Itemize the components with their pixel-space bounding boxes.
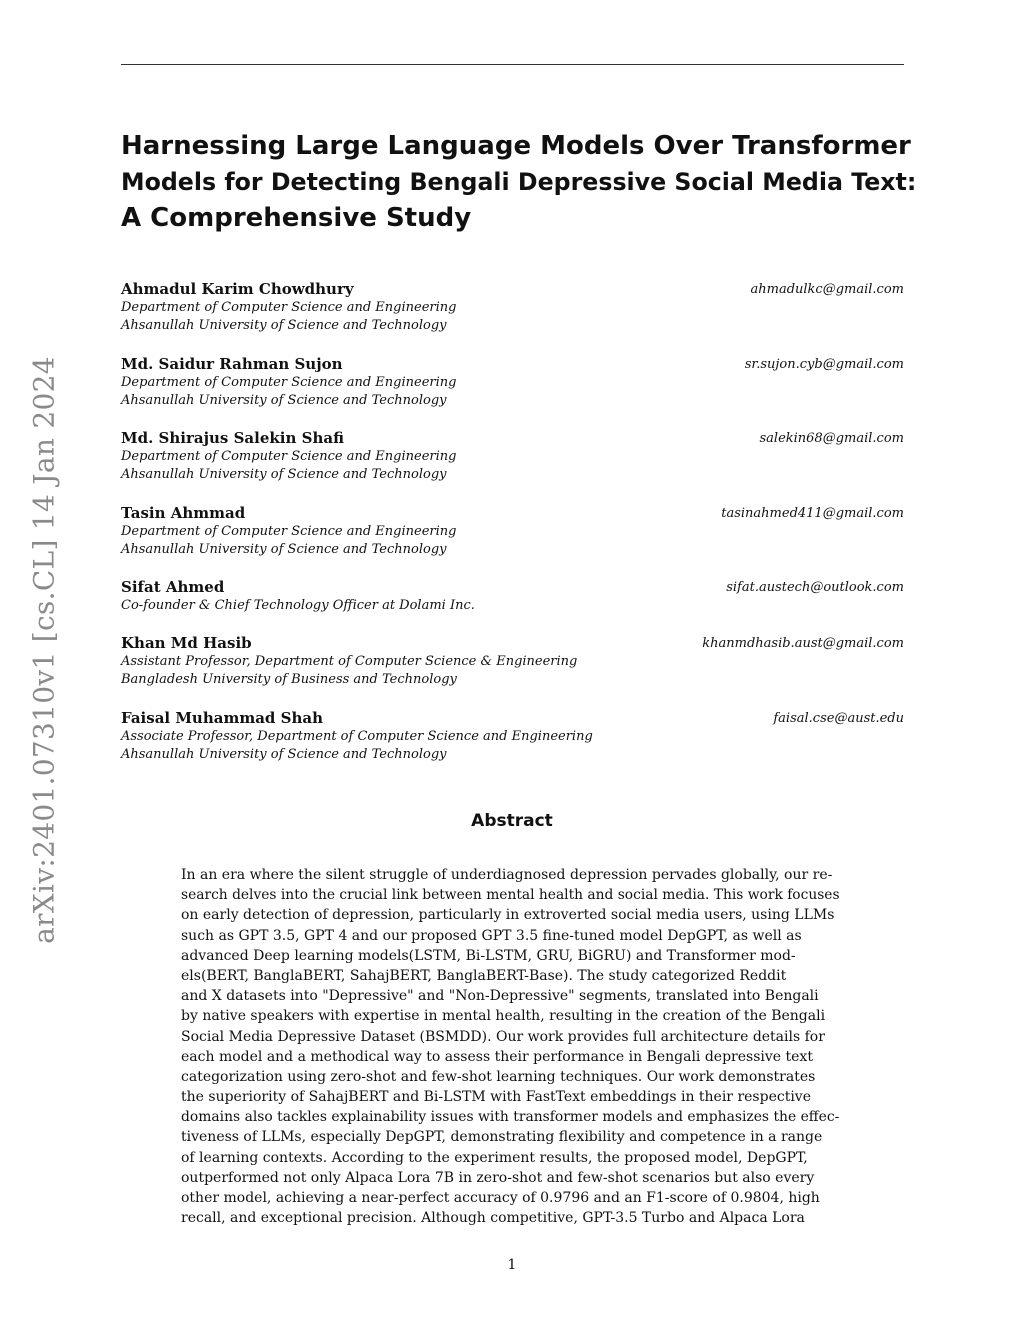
author-name: Md. Saidur Rahman Sujon: [121, 355, 343, 373]
top-rule: [121, 64, 904, 65]
author-affiliation: Co-founder & Chief Technology Officer at Dolami Inc.: [121, 598, 475, 613]
title-line: Models for Detecting Bengali Depressive Social Media Text:: [121, 168, 917, 196]
abstract-line: els(BERT, BanglaBERT, SahajBERT, BanglaBERT-Base). The study categorized Reddit: [181, 967, 787, 984]
author-block: [121, 504, 904, 578]
author-block: [121, 578, 904, 634]
author-affiliation: Ahsanullah University of Science and Technology: [121, 467, 447, 482]
author-affiliation: Ahsanullah University of Science and Technology: [121, 542, 447, 557]
author-affiliation: Ahsanullah University of Science and Technology: [121, 393, 447, 408]
author-affiliation: Department of Computer Science and Engineering: [121, 449, 457, 464]
author-affiliation: Assistant Professor, Department of Computer Science & Engineering: [121, 654, 578, 669]
abstract-line: the superiority of SahajBERT and Bi-LSTM with FastText embeddings in their respective: [181, 1089, 811, 1106]
author-affiliation: Ahsanullah University of Science and Technology: [121, 318, 447, 333]
abstract-line: each model and a methodical way to assess their performance in Bengali depressive text: [181, 1048, 813, 1065]
author-affiliation: Bangladesh University of Business and Technology: [121, 672, 457, 687]
abstract-line: and X datasets into "Depressive" and "Non-Depressive" segments, translated into Bengali: [181, 988, 819, 1005]
abstract-line: outperformed not only Alpaca Lora 7B in zero-shot and few-shot scenarios but also every: [181, 1169, 815, 1186]
author-name: Md. Shirajus Salekin Shafi: [121, 429, 344, 447]
author-block: [121, 709, 904, 765]
abstract-line: such as GPT 3.5, GPT 4 and our proposed GPT 3.5 fine-tuned model DepGPT, as well as: [181, 927, 802, 944]
author-affiliation: Department of Computer Science and Engineering: [121, 375, 457, 390]
author-email[interactable]: ahmadulkc@gmail.com: [750, 282, 904, 297]
author-affiliation: Department of Computer Science and Engineering: [121, 300, 457, 315]
author-block: [121, 280, 904, 355]
abstract-line: tiveness of LLMs, especially DepGPT, demonstrating flexibility and competence in a range: [181, 1129, 823, 1146]
abstract-line: other model, achieving a near-perfect accuracy of 0.9796 and an F1-score of 0.9804, high: [181, 1190, 820, 1206]
page-number: 1: [507, 1257, 517, 1273]
author-affiliation: Ahsanullah University of Science and Technology: [121, 747, 447, 762]
author-list: [121, 280, 904, 765]
author-block: [121, 355, 904, 429]
title-line: A Comprehensive Study: [121, 203, 472, 233]
author-name: Khan Md Hasib: [121, 634, 252, 652]
abstract-body: [181, 865, 843, 1228]
title-line: Harnessing Large Language Models Over Transformer: [121, 131, 911, 161]
author-block: [121, 429, 904, 504]
abstract-line: of learning contexts. According to the experiment results, the proposed model, DepGPT,: [181, 1149, 808, 1166]
abstract-line: by native speakers with expertise in mental health, resulting in the creation of the Bengali: [181, 1008, 826, 1025]
author-email[interactable]: salekin68@gmail.com: [759, 431, 904, 446]
abstract-line: recall, and exceptional precision. Although competitive, GPT-3.5 Turbo and Alpaca Lora: [181, 1210, 805, 1227]
abstract-line: categorization using zero-shot and few-shot learning techniques. Our work demonstrates: [181, 1068, 816, 1085]
author-affiliation: Associate Professor, Department of Computer Science and Engineering: [121, 729, 593, 744]
author-name: Faisal Muhammad Shah: [121, 709, 324, 727]
author-name: Ahmadul Karim Chowdhury: [121, 280, 354, 298]
author-name: Sifat Ahmed: [121, 578, 225, 596]
abstract-line: advanced Deep learning models(LSTM, Bi-LSTM, GRU, BiGRU) and Transformer mod-: [181, 947, 796, 964]
author-affiliation: Department of Computer Science and Engineering: [121, 524, 457, 539]
arxiv-id: arXiv:2401.07310v1 [cs.CL] 14 Jan 2024: [27, 356, 61, 944]
abstract-line: In an era where the silent struggle of underdiagnosed depression pervades globally, our re-: [181, 867, 833, 883]
author-email[interactable]: khanmdhasib.aust@gmail.com: [702, 636, 904, 651]
abstract-line: domains also tackles explainability issues with transformer models and emphasizes the effec-: [181, 1109, 840, 1126]
abstract-line: Social Media Depressive Dataset (BSMDD). Our work provides full architecture details for: [181, 1028, 825, 1045]
author-email[interactable]: tasinahmed411@gmail.com: [721, 506, 904, 521]
abstract-heading: Abstract: [471, 811, 553, 831]
author-block: [121, 634, 904, 709]
author-name: Tasin Ahmmad: [121, 504, 246, 522]
author-email[interactable]: faisal.cse@aust.edu: [773, 711, 904, 726]
author-email[interactable]: sifat.austech@outlook.com: [726, 580, 904, 595]
paper-title: [121, 128, 921, 236]
abstract-line: search delves into the crucial link between mental health and social media. This work focuses: [181, 887, 840, 904]
abstract-line: on early detection of depression, particularly in extroverted social media users, using LLMs: [181, 907, 835, 924]
author-email[interactable]: sr.sujon.cyb@gmail.com: [744, 357, 904, 372]
